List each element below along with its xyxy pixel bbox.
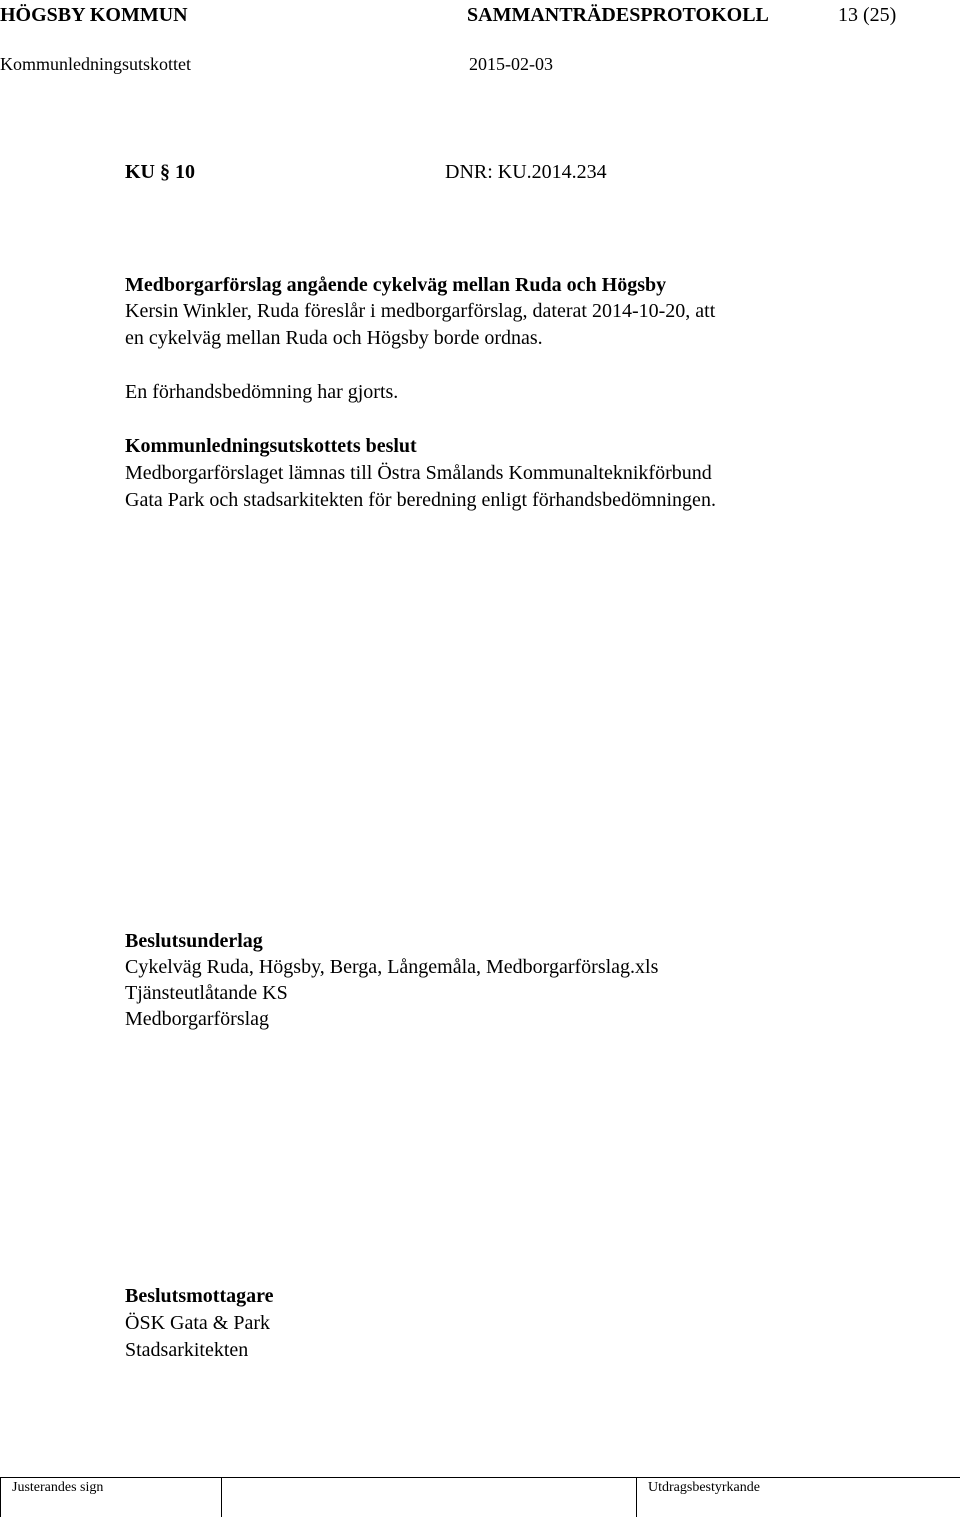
paragraph-number: KU § 10	[125, 161, 195, 183]
decision-heading: Kommunledningsutskottets beslut	[125, 435, 417, 457]
footer-top-rule	[0, 1477, 960, 1478]
basis-heading: Beslutsunderlag	[125, 930, 263, 952]
footer-left-border	[0, 1477, 1, 1517]
recipients-heading: Beslutsmottagare	[125, 1285, 274, 1307]
decision-line-1: Medborgarförslaget lämnas till Östra Smålands Kommunalteknikförbund	[125, 462, 712, 484]
basis-item: Tjänsteutlåtande KS	[125, 982, 288, 1004]
page-number: 13 (25)	[838, 4, 897, 26]
recipient-item: Stadsarkitekten	[125, 1339, 249, 1361]
assessment-note: En förhandsbedömning har gjorts.	[125, 381, 399, 403]
matter-intro-line-1: Kersin Winkler, Ruda föreslår i medborgarförslag, daterat 2014-10-20, att	[125, 300, 716, 322]
extract-field-label: Utdragsbestyrkande	[648, 1480, 760, 1495]
dnr-number: DNR: KU.2014.234	[445, 161, 607, 183]
basis-item: Cykelväg Ruda, Högsby, Berga, Långemåla, Medborgarförslag.xls	[125, 956, 659, 978]
municipality-name: HÖGSBY KOMMUN	[0, 4, 188, 26]
footer-divider	[221, 1477, 222, 1517]
footer-divider	[636, 1477, 637, 1517]
decision-line-2: Gata Park och stadsarkitekten för beredning enligt förhandsbedömningen.	[125, 489, 716, 511]
matter-title: Medborgarförslag angående cykelväg mellan Ruda och Högsby	[125, 274, 667, 296]
meeting-date: 2015-02-03	[469, 54, 553, 74]
recipient-item: ÖSK Gata & Park	[125, 1312, 270, 1334]
basis-item: Medborgarförslag	[125, 1008, 270, 1030]
sign-field-label: Justerandes sign	[12, 1480, 104, 1495]
protocol-title: SAMMANTRÄDESPROTOKOLL	[467, 4, 769, 26]
committee-name: Kommunledningsutskottet	[0, 54, 191, 74]
matter-intro-line-2: en cykelväg mellan Ruda och Högsby borde ordnas.	[125, 327, 543, 349]
